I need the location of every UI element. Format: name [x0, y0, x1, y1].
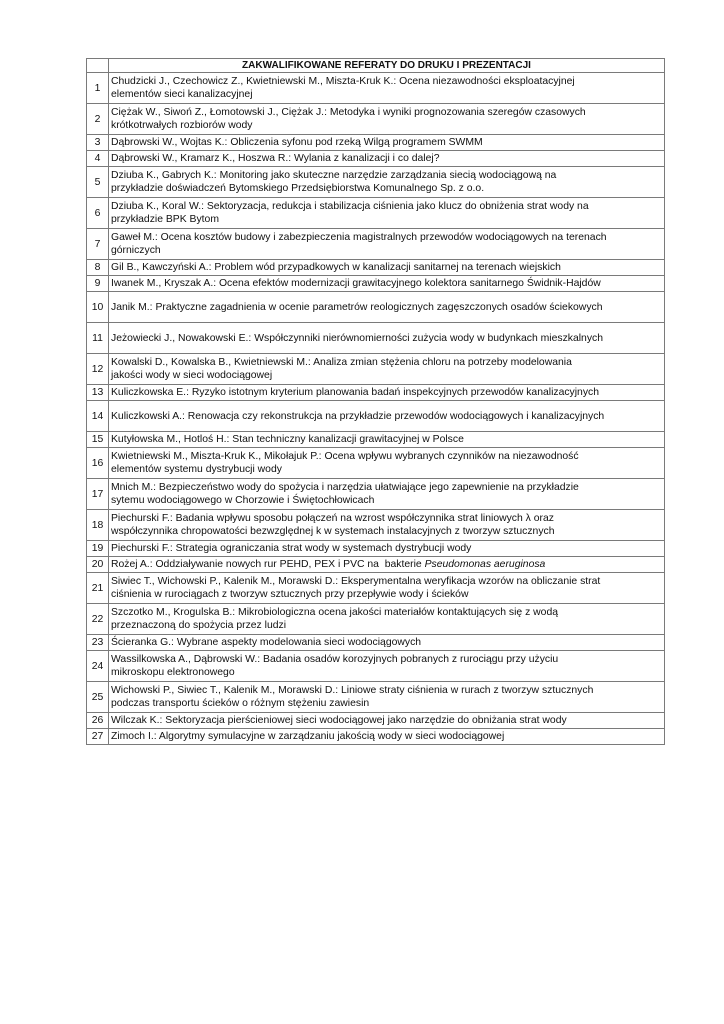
row-number: 9 [87, 276, 109, 292]
row-number: 15 [87, 432, 109, 448]
paper-entry-line: Kuliczkowski A.: Renowacja czy rekonstrukcja na przykładzie przewodów wodociągowych i kanalizacyjnych [111, 410, 605, 422]
table-row [87, 167, 665, 198]
paper-entry [109, 510, 665, 541]
paper-entry [109, 292, 665, 323]
paper-entry [109, 104, 665, 135]
paper-entry [109, 198, 665, 229]
paper-entry-text: Rożej A.: Oddziaływanie nowych rur PEHD, PEX i PVC na bakterie [111, 559, 425, 570]
paper-entry-line: Dąbrowski W., Kramarz K., Hoszwa R.: Wylania z kanalizacji i co dalej? [111, 153, 440, 164]
table-row [87, 729, 665, 745]
paper-entry-line: Iwanek M., Kryszak A.: Ocena efektów modernizacji grawitacyjnego kolektora sanitarnego Świdnik-Hajdów [111, 278, 601, 289]
paper-entry-line: podczas transportu ścieków o różnym stężeniu zawiesin [111, 698, 370, 709]
row-number: 7 [87, 229, 109, 260]
table-row [87, 151, 665, 167]
species-name: Pseudomonas aeruginosa [424, 559, 546, 570]
paper-entry-line: przykładzie BPK Bytom [111, 214, 219, 225]
table-row [87, 573, 665, 604]
paper-entry [109, 260, 665, 276]
row-number: 1 [87, 73, 109, 104]
paper-entry [109, 135, 665, 151]
paper-entry [109, 604, 665, 635]
paper-entry [109, 432, 665, 448]
row-number: 18 [87, 510, 109, 541]
table-row [87, 432, 665, 448]
table-row [87, 651, 665, 682]
table-body [87, 73, 665, 745]
table-row [87, 401, 665, 432]
row-number: 13 [87, 385, 109, 401]
table-title: ZAKWALIFIKOWANE REFERATY DO DRUKU I PREZENTACJI [109, 59, 665, 73]
number-header-cell [87, 59, 109, 73]
paper-entry-line: Kowalski D., Kowalska B., Kwietniewski M.: Analiza zmian stężenia chloru na potrzeby modelowania [111, 357, 572, 368]
paper-entry [109, 151, 665, 167]
paper-entry-line: Szczotko M., Krogulska B.: Mikrobiologiczna ocena jakości materiałów kontaktujących się z wodą [111, 607, 558, 618]
paper-entry-line: Chudzicki J., Czechowicz Z., Kwietniewski M., Miszta-Kruk K.: Ocena niezawodności eksploatacyjnej [111, 76, 575, 87]
paper-entry-line: Ścieranka G.: Wybrane aspekty modelowania sieci wodociągowych [111, 637, 422, 648]
paper-entry-line: przykładzie doświadczeń Bytomskiego Przedsiębiorstwa Komunalnego Sp. z o.o. [111, 183, 485, 194]
row-number: 10 [87, 292, 109, 323]
table-header-row [87, 59, 665, 73]
row-number: 22 [87, 604, 109, 635]
paper-entry-line: mikroskopu elektronowego [111, 667, 235, 678]
paper-entry-line: Dąbrowski W., Wojtas K.: Obliczenia syfonu pod rzeką Wilgą programem SWMM [111, 137, 483, 148]
row-number: 11 [87, 323, 109, 354]
paper-entry [109, 323, 665, 354]
table-row [87, 292, 665, 323]
table-row [87, 713, 665, 729]
table-row [87, 510, 665, 541]
row-number: 16 [87, 448, 109, 479]
paper-entry [109, 354, 665, 385]
table-row [87, 135, 665, 151]
paper-entry-line: Kwietniewski M., Miszta-Kruk K., Mikołajuk P.: Ocena wpływu wybranych czynników na niezawodność [111, 451, 579, 462]
table-row [87, 385, 665, 401]
row-number: 17 [87, 479, 109, 510]
row-number: 14 [87, 401, 109, 432]
paper-entry-line [111, 558, 662, 571]
paper-entry-line: Piechurski F.: Badania wpływu sposobu połączeń na wzrost współczynnika strat liniowych λ oraz [111, 513, 554, 524]
paper-entry-line: Siwiec T., Wichowski P., Kalenik M., Morawski D.: Eksperymentalna weryfikacja wzorów na obliczanie strat [111, 576, 601, 587]
paper-entry [109, 729, 665, 745]
row-number: 8 [87, 260, 109, 276]
row-number: 23 [87, 635, 109, 651]
paper-entry-line: Janik M.: Praktyczne zagadnienia w ocenie parametrów reologicznych zagęszczonych osadów ściekowych [111, 301, 603, 313]
row-number: 24 [87, 651, 109, 682]
paper-entry-line: Wilczak K.: Sektoryzacja pierścieniowej sieci wodociągowej jako narzędzie do obniżania strat wody [111, 715, 567, 726]
table-row [87, 479, 665, 510]
table-row [87, 73, 665, 104]
row-number: 2 [87, 104, 109, 135]
table-row [87, 635, 665, 651]
row-number: 26 [87, 713, 109, 729]
paper-entry-line: sytemu wodociągowego w Chorzowie i Świętochłowicach [111, 495, 375, 506]
paper-entry-line: górniczych [111, 245, 161, 256]
paper-entry-line: Mnich M.: Bezpieczeństwo wody do spożycia i narzędzia ułatwiające jego zapewnienie na przykładzie [111, 482, 579, 493]
paper-entry-line: elementów sieci kanalizacyjnej [111, 89, 253, 100]
paper-entry [109, 573, 665, 604]
table-row [87, 260, 665, 276]
paper-entry-line: Kutyłowska M., Hotloś H.: Stan techniczny kanalizacji grawitacyjnej w Polsce [111, 434, 464, 445]
paper-entry [109, 167, 665, 198]
paper-entry-line: Dziuba K., Koral W.: Sektoryzacja, redukcja i stabilizacja ciśnienia jako klucz do obniżenia strat wody na [111, 201, 589, 212]
row-number: 3 [87, 135, 109, 151]
paper-entry-line: Zimoch I.: Algorytmy symulacyjne w zarządzaniu jakością wody w sieci wodociągowej [111, 731, 505, 742]
paper-entry-line: elementów systemu dystrybucji wody [111, 464, 282, 475]
table-row [87, 104, 665, 135]
table-row [87, 604, 665, 635]
paper-entry [109, 385, 665, 401]
row-number: 5 [87, 167, 109, 198]
row-number: 12 [87, 354, 109, 385]
paper-entry [109, 401, 665, 432]
table-row [87, 541, 665, 557]
paper-entry [109, 276, 665, 292]
table-row [87, 557, 665, 573]
paper-entry [109, 682, 665, 713]
paper-entry-line: przeznaczoną do spożycia przez ludzi [111, 620, 287, 631]
row-number: 25 [87, 682, 109, 713]
paper-entry-line: Jeżowiecki J., Nowakowski E.: Współczynniki nierównomierności zużycia wody w budynkach mieszkalnych [111, 332, 604, 344]
paper-entry [109, 448, 665, 479]
paper-entry-line: krótkotrwałych rozbiorów wody [111, 120, 253, 131]
row-number: 21 [87, 573, 109, 604]
row-number: 4 [87, 151, 109, 167]
paper-entry-line: Wassilkowska A., Dąbrowski W.: Badania osadów korozyjnych pobranych z rurociągu przy użyciu [111, 654, 559, 665]
paper-entry [109, 557, 665, 573]
paper-entry-line: Kuliczkowska E.: Ryzyko istotnym kryterium planowania badań inspekcyjnych przewodów kanalizacyjnych [111, 387, 599, 398]
table-row [87, 682, 665, 713]
paper-entry-line: Gil B., Kawczyński A.: Problem wód przypadkowych w kanalizacji sanitarnej na terenach wiejskich [111, 262, 561, 273]
papers-table [86, 58, 665, 745]
table-row [87, 448, 665, 479]
paper-entry [109, 229, 665, 260]
paper-entry [109, 651, 665, 682]
row-number: 20 [87, 557, 109, 573]
paper-entry-line: Piechurski F.: Strategia ograniczania strat wody w systemach dystrybucji wody [111, 543, 472, 554]
paper-entry-line: Dziuba K., Gabrych K.: Monitoring jako skuteczne narzędzie zarządzania siecią wodociągową na [111, 170, 557, 181]
table-row [87, 276, 665, 292]
paper-entry [109, 713, 665, 729]
table-row [87, 229, 665, 260]
paper-entry-line: Gaweł M.: Ocena kosztów budowy i zabezpieczenia magistralnych przewodów wodociągowych na terenach [111, 232, 607, 243]
row-number: 6 [87, 198, 109, 229]
row-number: 27 [87, 729, 109, 745]
paper-entry [109, 635, 665, 651]
row-number: 19 [87, 541, 109, 557]
paper-entry-line: Ciężak W., Siwoń Z., Łomotowski J., Ciężak J.: Metodyka i wyniki prognozowania szeregów czasowych [111, 107, 586, 118]
paper-entry [109, 541, 665, 557]
paper-entry-line: współczynnika chropowatości bezwzględnej k w systemach instalacyjnych z tworzyw sztucznych [111, 526, 555, 537]
table-row [87, 198, 665, 229]
table-row [87, 354, 665, 385]
paper-entry-line: jakości wody w sieci wodociągowej [111, 370, 273, 381]
paper-entry-line: Wichowski P., Siwiec T., Kalenik M., Morawski D.: Liniowe straty ciśnienia w rurach z tworzyw sztucznych [111, 685, 594, 696]
paper-entry-line: ciśnienia w rurociągach z tworzyw sztucznych przy przepływie wody i ścieków [111, 589, 469, 600]
table-row [87, 323, 665, 354]
paper-entry [109, 73, 665, 104]
paper-entry [109, 479, 665, 510]
